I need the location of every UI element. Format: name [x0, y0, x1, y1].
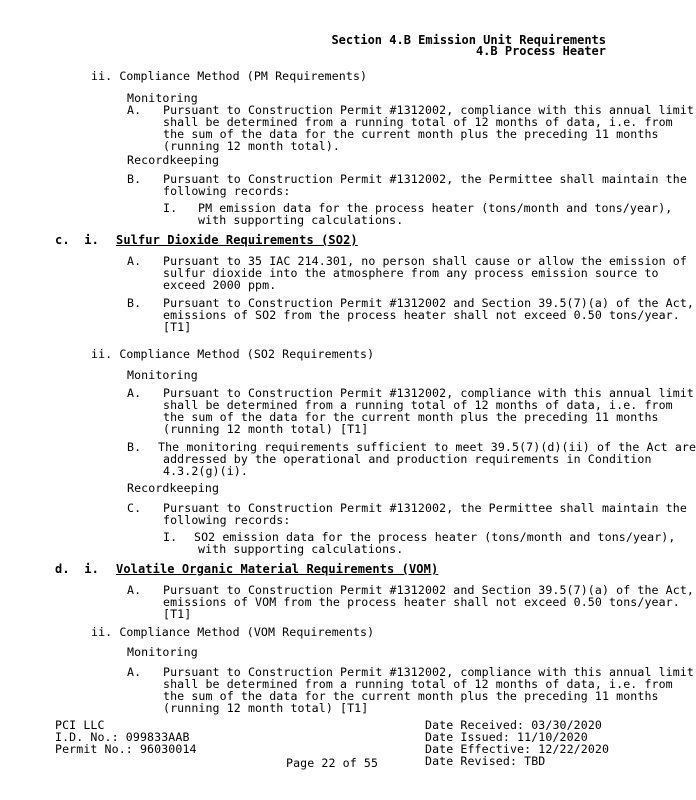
section-title: Section 4.B Emission Unit Requirements — [331, 33, 606, 47]
pm-compliance-heading: ii. Compliance Method (PM Requirements) — [91, 69, 368, 83]
so2-ma-line: (running 12 month total) [T1] — [163, 422, 369, 436]
voc-heading-title: Volatile Organic Material Requirements (VOM) — [116, 562, 439, 576]
pm-a-label: A. — [127, 103, 142, 117]
footer-permit-number: Permit No.: 96030014 — [55, 742, 197, 756]
pm-b-label: B. — [127, 172, 142, 186]
so2-monitoring-label: Monitoring — [127, 368, 198, 382]
so2-ma-line: shall be determined from a running total of 12 months of data, i.e. from — [163, 398, 673, 412]
so2-mb-line: addressed by the operational and production requirements in Condition — [163, 452, 652, 466]
voc-a-label: A. — [127, 583, 142, 597]
pm-a-line: shall be determined from a running total of 12 months of data, i.e. from — [163, 115, 673, 129]
footer-company: PCI LLC — [55, 718, 105, 732]
footer-date-effective: Date Effective: 12/22/2020 — [425, 742, 610, 756]
voc-a-line: emissions of VOM from the process heater shall not exceed 0.50 tons/year. — [163, 595, 680, 609]
so2-b-label: B. — [127, 296, 142, 310]
so2-ma-line: the sum of the data for the current month plus the preceding 11 months — [163, 410, 659, 424]
so2-a-line: exceed 2000 ppm. — [163, 278, 277, 292]
pm-monitoring-label: Monitoring — [127, 91, 198, 105]
footer-date-issued: Date Issued: 11/10/2020 — [425, 730, 588, 744]
so2-c-i-label: I. — [163, 530, 178, 544]
pm-a-line: Pursuant to Construction Permit #1312002, compliance with this annual limit — [163, 103, 695, 117]
so2-mb-line: 4.3.2(g)(i). — [163, 464, 248, 478]
section-subtitle: 4.B Process Heater — [475, 44, 606, 58]
voc-monitoring-label: Monitoring — [127, 645, 198, 659]
so2-c-line: following records: — [163, 513, 291, 527]
pm-b-i-label: I. — [163, 201, 178, 215]
voc-a-line: Pursuant to Construction Permit #1312002 and Section 39.5(7)(a) of the Act, — [163, 583, 695, 597]
so2-heading-title: Sulfur Dioxide Requirements (SO2) — [116, 233, 358, 247]
so2-c-i-line: with supporting calculations. — [198, 542, 404, 556]
voc-heading-prefix: d. i. — [55, 562, 99, 576]
pm-b-i-line: with supporting calculations. — [198, 213, 404, 227]
so2-b-line: [T1] — [163, 320, 192, 334]
footer-date-revised: Date Revised: TBD — [425, 754, 546, 768]
so2-ma-label: A. — [127, 386, 142, 400]
so2-mb-label: B. — [127, 440, 142, 454]
pm-a-line: (running 12 month total). — [163, 139, 341, 153]
so2-b-line: Pursuant to Construction Permit #1312002 and Section 39.5(7)(a) of the Act, — [163, 296, 695, 310]
so2-a-line: Pursuant to 35 IAC 214.301, no person shall cause or allow the emission of — [163, 254, 687, 268]
so2-recordkeeping-label: Recordkeeping — [127, 481, 220, 495]
footer-id-number: I.D. No.: 099833AAB — [55, 730, 190, 744]
page-number: Page 22 of 55 — [286, 756, 379, 770]
voc-ma-line: shall be determined from a running total of 12 months of data, i.e. from — [163, 677, 673, 691]
so2-ma-line: Pursuant to Construction Permit #1312002, compliance with this annual limit — [163, 386, 695, 400]
pm-b-line: Pursuant to Construction Permit #1312002, the Permittee shall maintain the — [163, 172, 687, 186]
so2-mb-line: The monitoring requirements sufficient to meet 39.5(7)(d)(ii) of the Act are — [158, 440, 696, 454]
so2-heading-prefix: c. i. — [55, 233, 99, 247]
voc-ma-line: Pursuant to Construction Permit #1312002, compliance with this annual limit — [163, 665, 695, 679]
pm-b-i-line: PM emission data for the process heater (tons/month and tons/year), — [198, 201, 673, 215]
voc-a-line: [T1] — [163, 607, 192, 621]
so2-compliance-heading: ii. Compliance Method (SO2 Requirements) — [91, 347, 375, 361]
so2-a-line: sulfur dioxide into the atmosphere from any process emission source to — [163, 266, 659, 280]
so2-a-label: A. — [127, 254, 142, 268]
pm-a-line: the sum of the data for the current month plus the preceding 11 months — [163, 127, 659, 141]
voc-ma-line: the sum of the data for the current month plus the preceding 11 months — [163, 689, 659, 703]
voc-ma-label: A. — [127, 665, 142, 679]
so2-c-label: C. — [127, 501, 142, 515]
voc-ma-line: (running 12 month total) [T1] — [163, 701, 369, 715]
so2-b-line: emissions of SO2 from the process heater shall not exceed 0.50 tons/year. — [163, 308, 680, 322]
so2-c-line: Pursuant to Construction Permit #1312002, the Permittee shall maintain the — [163, 501, 687, 515]
so2-c-i-line: SO2 emission data for the process heater (tons/month and tons/year), — [194, 530, 676, 544]
pm-b-line: following records: — [163, 184, 291, 198]
pm-recordkeeping-label: Recordkeeping — [127, 153, 220, 167]
footer-date-received: Date Received: 03/30/2020 — [425, 718, 603, 732]
voc-compliance-heading: ii. Compliance Method (VOM Requirements) — [91, 625, 375, 639]
